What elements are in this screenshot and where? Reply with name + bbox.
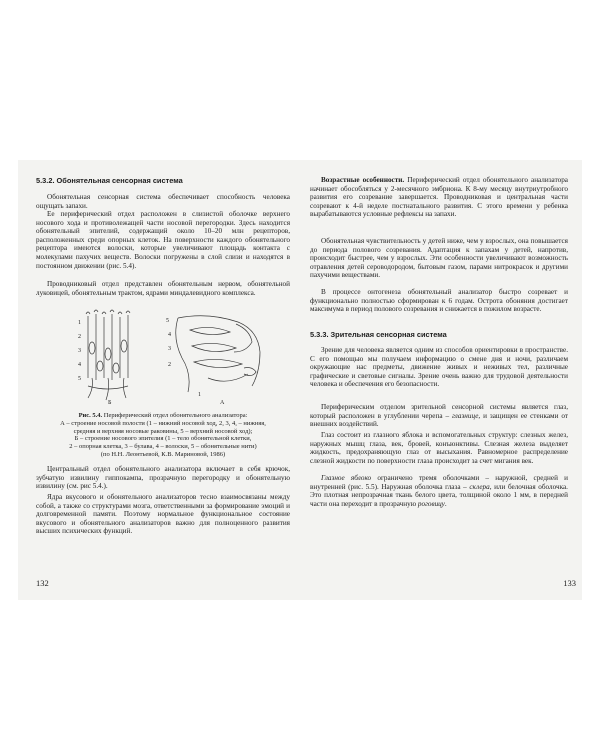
section-title-visual: 5.3.3. Зрительная сенсорная система bbox=[310, 330, 447, 339]
paragraph-text: . bbox=[444, 499, 447, 508]
paragraph-eye-location bbox=[310, 403, 568, 429]
figure-number-label: 2 bbox=[78, 334, 81, 340]
paragraph: В процессе онтогенеза обонятельный анализатор быстро созревает и функционально полностью сформирован к 6 годам. Острота обоняния достигает максимума в период полового созревания и снижается в пожилом возрасте. bbox=[310, 288, 568, 314]
paragraph-text: ограничено тремя оболочками – наружной, средней и внутренней (рис. 5.5). Наружная оболочка глаза – bbox=[310, 474, 568, 491]
paragraph: Ядра вкусового и обонятельного анализаторов тесно взаимосвязаны между собой, а также со структурами мозга, ответственными за формирование эмоций и долговременной памяти. Поэтому нормальное функциональное состояние вкусового и обонятельного анализаторов важно для полноценного развития высших психических функций. bbox=[36, 493, 290, 536]
paragraph: Глаз состоит из глазного яблока и вспомогательных структур: слезных желез, наружных мышц глаза, век, бровей, конъюнктивы. Слезная железа выделяет жидкость, предохраняющую глаз от высыхания. Равномерное распределение слезной жидкости по поверхности глаза происходит за счет мигания век. bbox=[310, 431, 568, 465]
paragraph-text: , или белочная оболочка. Это плотная непрозрачная ткань белого цвета, толщиной около 1 мм, в передней части она переходит в прозрачную bbox=[310, 482, 568, 508]
figure-number-label: 3 bbox=[78, 348, 81, 354]
figure-number-label: 5 bbox=[78, 376, 81, 382]
figure-number-label: 3 bbox=[168, 346, 171, 352]
figure-number-label: 1 bbox=[78, 320, 81, 326]
page-number: 133 bbox=[563, 578, 576, 588]
paragraph: Проводниковый отдел представлен обонятельным нервом, обонятельной луковицей, обонятельным трактом, ядрами миндалевидного комплекса. bbox=[36, 280, 290, 297]
figure-caption bbox=[32, 412, 294, 459]
age-features-term: Возрастные особенности. bbox=[321, 176, 405, 184]
caption-line: 2 – опорная клетка, 3 – булава, 4 – волоски, 5 – обонятельные нити) bbox=[69, 443, 257, 451]
term-eyeball: Глазное яблоко bbox=[321, 474, 372, 482]
page-number: 132 bbox=[36, 578, 49, 588]
figure-number-label: 1 bbox=[198, 392, 201, 398]
age-features-text: Периферический отдел обонятельного анализатора начинает обособляться у 2-месячного эмбриона. К 8-му месяцу внутриутробного развития его созревание завершается. Проводниковая и центральная части созревают к 4-й неделе постнатального развития. С этого времени у ребенка вырабатываются условные рефлексы на запахи. bbox=[310, 176, 568, 219]
paragraph: Зрение для человека является одним из способов ориентировки в пространстве. С его помощью мы получаем информацию о смене дня и ночи, различаем окружающие нас предметы, движение живых и неживых тел, различные графические и световые сигналы. Зрение очень важно для трудовой деятельности человека и обеспечения его безопасности. bbox=[310, 346, 568, 389]
left-page bbox=[18, 160, 290, 600]
term-cornea: роговицу bbox=[417, 499, 445, 508]
paragraph-text: Периферическим отделом зрительной сенсорной системы является глаз, который расположен в углублении черепа – bbox=[310, 403, 568, 420]
figure-panel-label: А bbox=[220, 400, 225, 406]
caption-title-text: Периферический отдел обонятельного анализатора: bbox=[102, 412, 248, 419]
paragraph-text: , и защищен ее стенками от внешних воздействий. bbox=[310, 411, 569, 429]
nasal-cavity-drawing bbox=[176, 316, 260, 392]
figure-drawing bbox=[58, 308, 278, 406]
section-title-olfactory: 5.3.2. Обонятельная сенсорная система bbox=[36, 176, 183, 185]
right-page bbox=[310, 160, 582, 600]
paragraph-eyeball bbox=[310, 474, 568, 508]
figure-number-label: 4 bbox=[78, 362, 81, 368]
olfactory-epithelium-drawing bbox=[86, 310, 130, 400]
figure-olfactory-analyzer bbox=[58, 308, 278, 406]
figure-number-label: 4 bbox=[168, 332, 171, 338]
paragraph: Обонятельная сенсорная система обеспечивает способность человека ощущать запахи. bbox=[36, 193, 290, 210]
term-orbit: глазнице bbox=[451, 411, 479, 420]
paragraph: Ее периферический отдел расположен в слизистой оболочке верхнего носового хода и противолежащей части носовой перегородки. Здесь находится обонятельный эпителий, содержащий около 10–20 млн рецепторов, расположенных среди опорных клеток. На поверхности каждого обонятельного рецептора имеются волоски, которые увеличивают площадь контакта с молекулами пахучих веществ. Волоски погружены в слой слизи и находятся в постоянном движении (рис. 5.4). bbox=[36, 210, 290, 270]
caption-line: Б – строение носового эпителия (1 – тело обонятельной клетки, bbox=[74, 435, 252, 443]
caption-figure-number: Рис. 5.4. bbox=[78, 412, 103, 419]
book-spread bbox=[18, 160, 582, 600]
figure-number-label: 5 bbox=[166, 318, 169, 324]
caption-title-line bbox=[32, 412, 294, 420]
paragraph-age-features bbox=[310, 176, 568, 219]
term-sclera: склера bbox=[469, 482, 490, 491]
caption-line: средняя и верхняя носовые раковины, 5 – верхний носовой ход); bbox=[73, 427, 253, 435]
caption-source: (по Н.Н. Леонтьевой, К.В. Маринoвой, 1986) bbox=[100, 450, 226, 458]
paragraph: Обонятельная чувствительность у детей ниже, чем у взрослых, она повышается до периода полового созревания. Адаптация к запахам у детей, напротив, происходит быстрее, чем у взрослых. Эти особенности увеличивают возможность отравления детей сероводородом, бытовым газом, парами нитрокрасок и другими пахучими веществами. bbox=[310, 237, 568, 280]
paragraph: Центральный отдел обонятельного анализатора включает в себя крючок, зубчатую извилину гиппокампа, прозрачную перегородку и обонятельную извилину (см. рис 5.4.). bbox=[36, 465, 290, 491]
figure-number-label: 2 bbox=[168, 362, 171, 368]
figure-panel-label: Б bbox=[108, 400, 112, 406]
caption-line: А – строение носовой полости (1 – нижний носовой ход, 2, 3, 4, – нижняя, bbox=[60, 419, 266, 427]
